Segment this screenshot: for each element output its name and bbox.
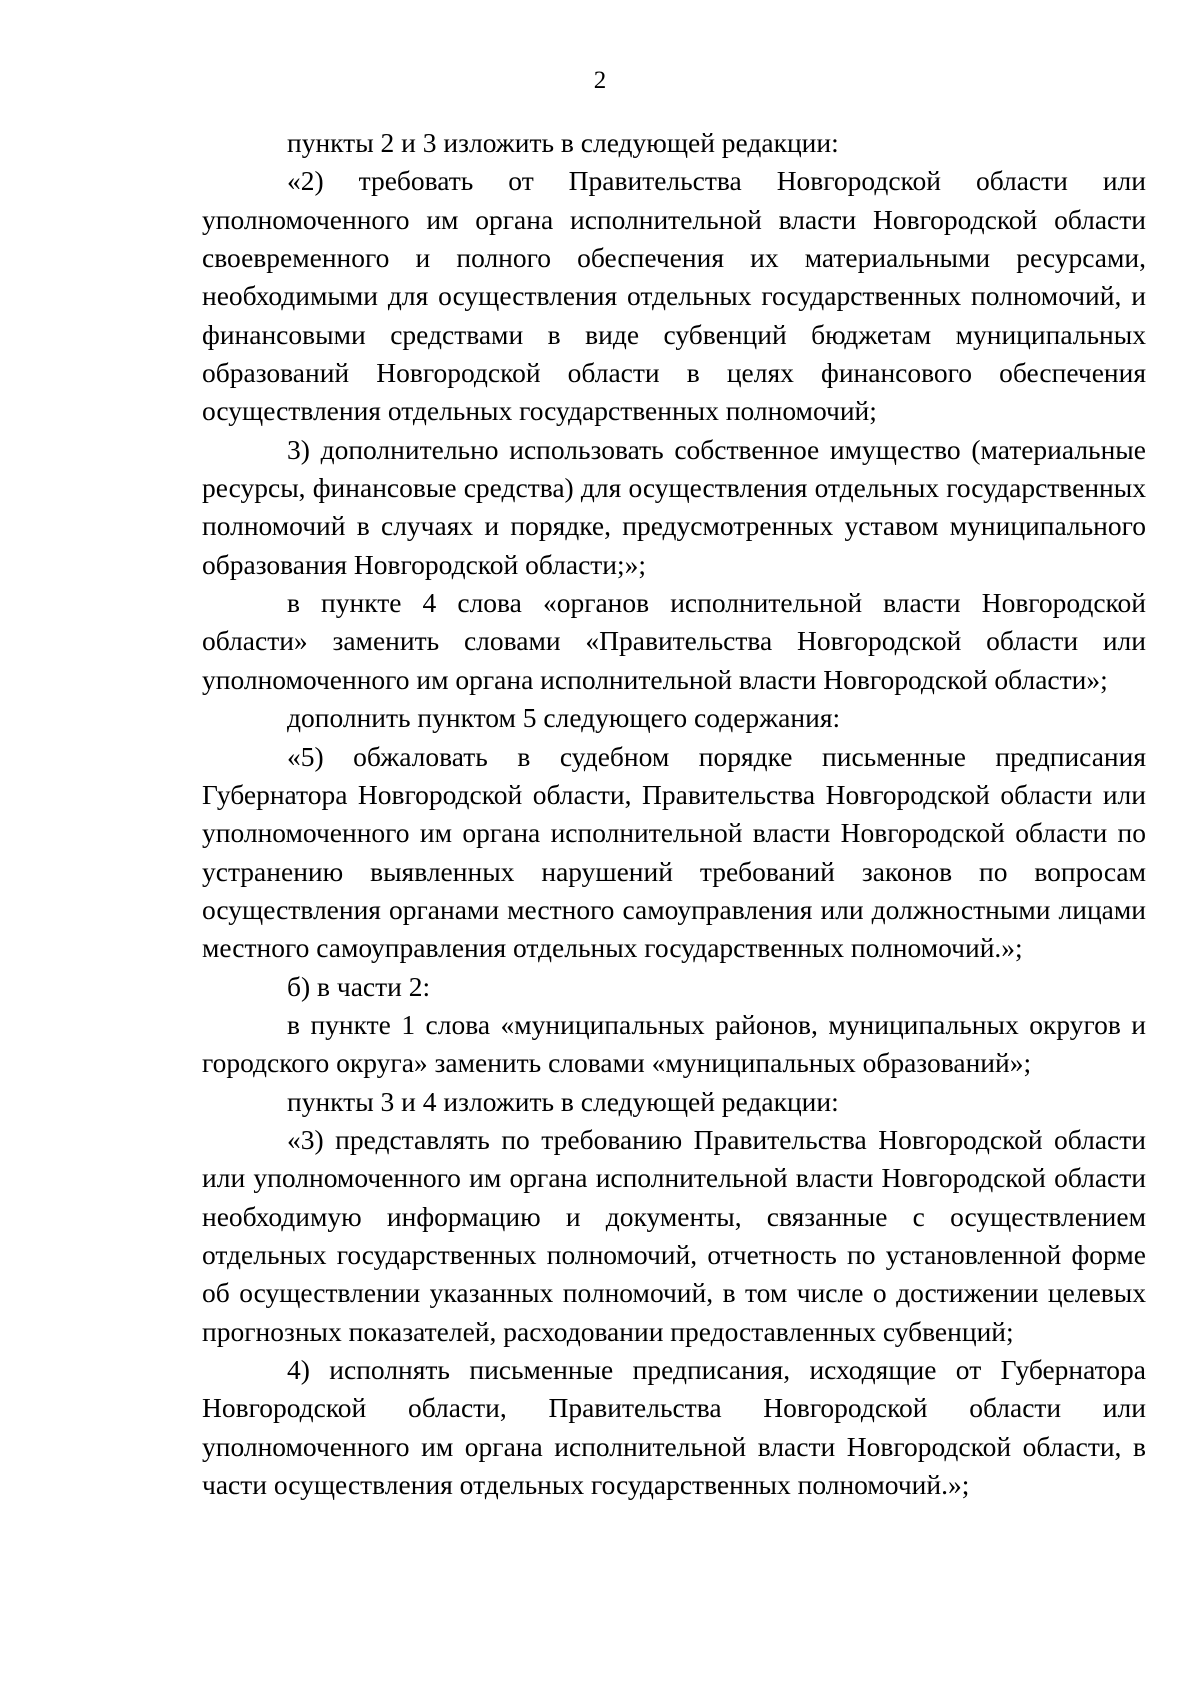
paragraph-item-5-heading: дополнить пунктом 5 следующего содержания: (287, 702, 841, 734)
paragraph-items-3-4-heading: пункты 3 и 4 изложить в следующей редакции: (287, 1085, 839, 1117)
page-number: 2 (593, 67, 607, 94)
paragraph-item-2: «2) требовать от Правительства Новгородской области или уполномоченного им органа исполнительной власти Новгородской области своевременного и полного обеспечения их материальными ресурсами, необходимыми для осуществления отдельных государственных полномочий, и финансовыми средствами в виде субвенций бюджетам муниципальных образований Новгородской области в целях финансового обеспечения осуществления отдельных государственных полномочий; (202, 165, 1146, 427)
paragraph-item-3: 3) дополнительно использовать собственное имущество (материальные ресурсы, финансовые средства) для осуществления отдельных государственных полномочий в случаях и порядке, предусмотренных уставом муниципального образования Новгородской области;»; (202, 433, 1146, 580)
paragraph-item-5: «5) обжаловать в судебном порядке письменные предписания Губернатора Новгородской области, Правительства Новгородской области или уполномоченного им органа исполнительной власти Новгородской области по устранению выявленных нарушений требований законов по вопросам осуществления органами местного самоуправления или должностными лицами местного самоуправления отдельных государственных полномочий.»; (202, 740, 1146, 964)
document-body (202, 124, 1146, 1504)
paragraph-part-2-heading: б) в части 2: (287, 970, 431, 1002)
paragraph-part-2-item-1-amendment: в пункте 1 слова «муниципальных районов, муниципальных округов и городского округа» заменить словами «муниципальных образований»; (202, 1008, 1146, 1079)
paragraph-part-2-item-3: «3) представлять по требованию Правительства Новгородской области или уполномоченного им органа исполнительной власти Новгородской области необходимую информацию и документы, связанные с осуществлением отдельных государственных полномочий, отчетность по установленной форме об осуществлении указанных полномочий, в том числе о достижении целевых прогнозных показателей, расходовании предоставленных субвенций; (202, 1123, 1146, 1347)
paragraph-part-2-item-4: 4) исполнять письменные предписания, исходящие от Губернатора Новгородской области, Правительства Новгородской области или уполномоченного им органа исполнительной власти Новгородской области, в части осуществления отдельных государственных полномочий.»; (202, 1354, 1146, 1501)
paragraph-items-2-3-heading: пункты 2 и 3 изложить в следующей редакции: (287, 127, 839, 158)
paragraph-item-4-amendment: в пункте 4 слова «органов исполнительной власти Новгородской области» заменить словами «Правительства Новгородской области или уполномоченного им органа исполнительной власти Новгородской области»; (202, 587, 1146, 695)
